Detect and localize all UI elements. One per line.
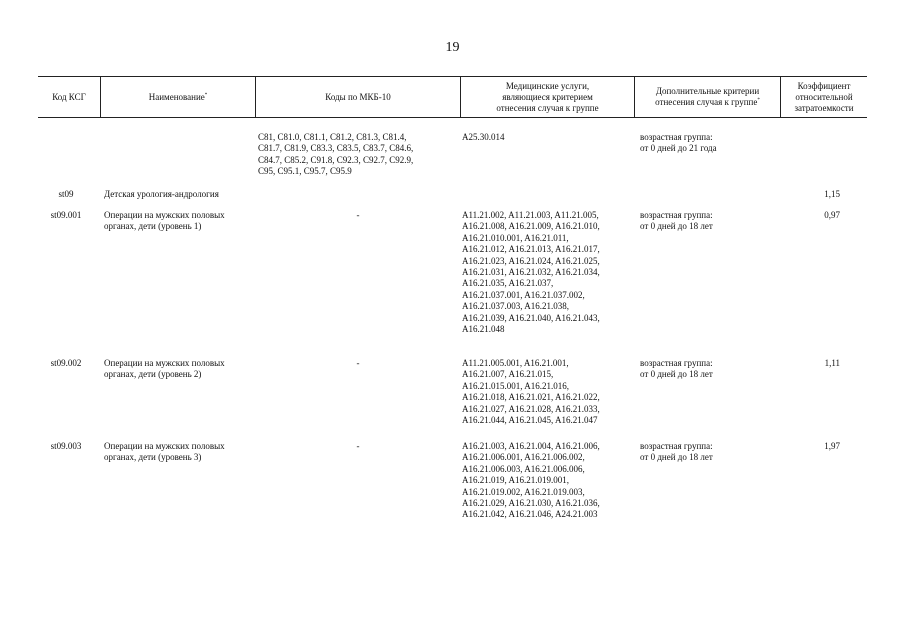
row-criteria: возрастная группа: от 0 дней до 18 лет [640,358,713,380]
row-name: Операции на мужских половых органах, дети (уровень 2) [104,358,225,380]
page-number: 19 [445,40,460,55]
row-services: A25.30.014 [462,132,505,142]
row-criteria: возрастная группа: от 0 дней до 18 лет [640,210,713,232]
header-name-text: Наименование [148,91,205,102]
row-services: A16.21.003, A16.21.004, A16.21.006, A16.21.006.001, A16.21.006.002, A16.21.006.003, A16.21.006.006, A16.21.019, A16.21.019.001, A16.21.019.002, A16.21.019.003, A16.21.029, A16.21.030, A16.21.036, A16.21.042, A16.21.046, A24.21.003 [462,441,600,520]
row-criteria: возрастная группа: от 0 дней до 18 лет [640,441,713,463]
header-code-label: Код КСГ [52,91,86,102]
row-services: A11.21.002, A11.21.003, A11.21.005, A16.21.008, A16.21.009, A16.21.010, A16.21.010.001, A16.21.011, A16.21.012, A16.21.013, A16.21.017, A16.21.023, A16.21.024, A16.21.025, A16.21.031, A16.21.032, A16.21.034, A16.21.035, A16.21.037, A16.21.037.001, A16.21.037.002, A16.21.037.003, A16.21.038, A16.21.039, A16.21.040, A16.21.043, A16.21.048 [462,210,600,335]
header-criteria [634,77,780,117]
row-name: Детская урология-андрология [104,189,219,199]
row-criteria: возрастная группа: от 0 дней до 21 года [640,132,717,154]
row-mkb-codes: - [356,441,360,451]
row-coefficient: 1,97 [824,441,840,451]
header-coef [780,77,867,117]
row-services: A11.21.005.001, A16.21.001, A16.21.007, A16.21.015, A16.21.015.001, A16.21.016, A16.21.018, A16.21.021, A16.21.022, A16.21.027, A16.21.028, A16.21.033, A16.21.044, A16.21.045, A16.21.047 [462,358,600,426]
header-code [38,77,100,117]
row-name: Операции на мужских половых органах, дети (уровень 3) [104,441,225,463]
header-name-footnote-mark: * [204,92,208,98]
row-code: st09 [58,189,74,199]
header-mkb [255,77,460,117]
row-name: Операции на мужских половых органах, дети (уровень 1) [104,210,225,232]
header-coef-label: Коэффициент относительной затратоемкости [794,80,854,113]
row-coefficient: 1,11 [824,358,840,368]
table-header [38,76,867,118]
row-code: st09.003 [50,441,82,451]
row-mkb-codes: C81, C81.0, C81.1, C81.2, C81.3, C81.4, C81.7, C81.9, C83.3, C83.5, C83.7, C84.6, C84.7, C85.2, C91.8, C92.3, C92.7, C92.9, C95, C95.1, C95.7, C95.9 [258,132,414,177]
header-services [460,77,634,117]
header-name [100,77,255,117]
header-criteria-footnote-mark: * [757,98,760,103]
header-services-label: Медицинские услуги, являющиеся критерием отнесения случая к группе [496,80,599,113]
header-name-label [149,92,208,103]
row-coefficient: 1,15 [824,189,840,199]
header-criteria-text: Дополнительные критерии отнесения случая к группе [655,86,760,107]
row-coefficient: 0,97 [824,210,840,220]
header-criteria-label [643,86,772,108]
row-mkb-codes: - [356,210,360,220]
row-mkb-codes: - [356,358,360,368]
row-code: st09.001 [50,210,82,220]
row-code: st09.002 [50,358,82,368]
header-mkb-label: Коды по МКБ-10 [325,91,391,102]
